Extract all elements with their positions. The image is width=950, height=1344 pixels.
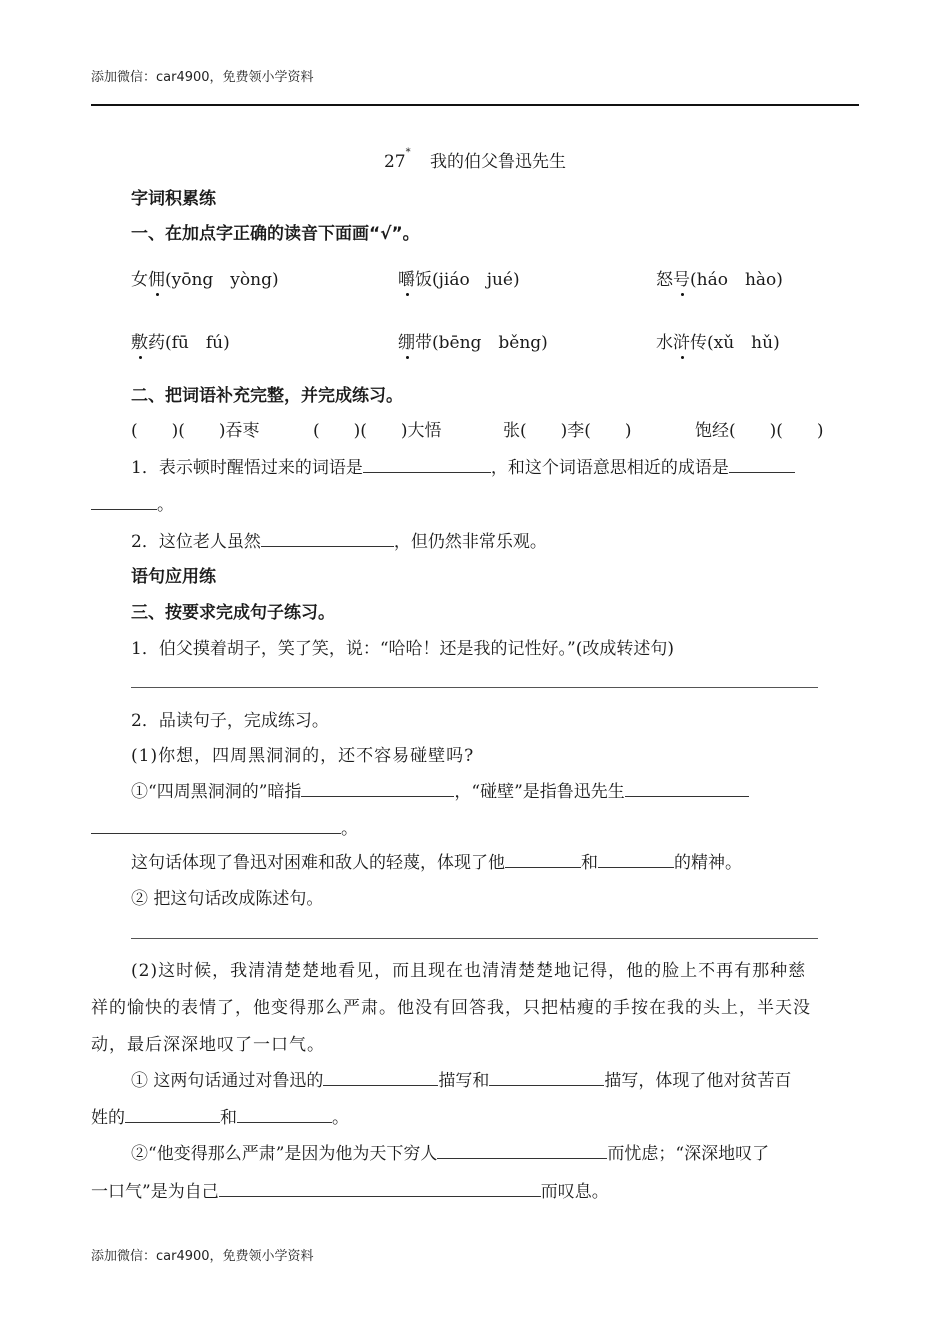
q3-p1-question-b: 这句话体现了鲁迅对困难和敌人的轻蔑，体现了他 和 的精神。 [131, 853, 742, 873]
q3-p1-question-a-cont: 。 [91, 814, 358, 839]
answer-blank[interactable] [437, 1142, 607, 1159]
q2-sentence-1: 1．表示顿时醒悟过来的词语是 ，和这个词语意思相近的成语是 [131, 453, 795, 478]
answer-blank[interactable] [91, 817, 341, 834]
answer-blank[interactable] [301, 780, 454, 797]
q3-item-1: 1．伯父摸着胡子，笑了笑，说：“哈哈！还是我的记性好。”(改成转述句) [131, 639, 674, 659]
answer-blank[interactable] [505, 851, 581, 868]
idiom-blank-4: 饱经( )( ) [695, 421, 824, 441]
pinyin-item-4: 敷药(fū fú) [131, 333, 230, 353]
q3-passage-1: (1)你想，四周黑洞洞的，还不容易碰壁吗? [131, 746, 475, 766]
idiom-blank-2: ( )( )大悟 [313, 421, 442, 441]
question-2-heading: 二、把词语补充完整，并完成练习。 [131, 386, 403, 406]
page-title [0, 147, 950, 172]
q3-p2-question-b: ②“他变得那么严肃”是因为他为天下穷人 而忧虑；“深深地叹了 [131, 1144, 770, 1164]
idiom-blank-1: ( )( )吞枣 [131, 421, 260, 441]
pinyin-item-5: 绷带(bēng běng) [398, 333, 548, 353]
q3-p1-question-a: ①“四周黑洞洞的”暗指 ，“碰壁”是指鲁迅先生 [131, 777, 749, 802]
pinyin-item-3: 怒号(háo hào) [656, 270, 783, 290]
lesson-title: 我的伯父鲁迅先生 [430, 152, 567, 172]
q3-p1-question-c: ② 把这句话改成陈述句。 [131, 889, 324, 909]
answer-blank[interactable] [489, 1069, 604, 1086]
watermark-footer: 添加微信：car4900，免费领小学资料 [91, 1249, 314, 1264]
question-3-heading: 三、按要求完成句子练习。 [131, 603, 335, 623]
pinyin-item-1: 女佣(yōng yòng) [131, 270, 279, 290]
answer-blank[interactable] [125, 1106, 220, 1123]
q2-sentence-1-cont: 。 [91, 490, 174, 515]
idiom-blank-3: 张( )李( ) [503, 421, 632, 441]
answer-blank[interactable] [598, 851, 674, 868]
answer-blank[interactable] [729, 456, 795, 473]
section-heading-sentence: 语句应用练 [131, 567, 216, 587]
pinyin-item-6: 水浒传(xǔ hǔ) [656, 333, 780, 353]
answer-blank[interactable] [237, 1106, 332, 1123]
pinyin-item-2: 嚼饭(jiáo jué) [398, 270, 520, 290]
answer-blank[interactable] [91, 493, 157, 510]
question-1-heading: 一、在加点字正确的读音下面画“√”。 [131, 224, 420, 244]
q3-p2-question-a-cont: 姓的 和 。 [91, 1108, 349, 1128]
answer-line[interactable] [131, 687, 818, 688]
lesson-mark: * [405, 147, 411, 158]
q3-passage-2-line-3: 动，最后深深地叹了一口气。 [91, 1035, 325, 1055]
q3-p2-question-a: ① 这两句话通过对鲁迅的 描写和 描写，体现了他对贫苦百 [131, 1071, 792, 1091]
q3-item-2: 2．品读句子，完成练习。 [131, 711, 329, 731]
header-rule [91, 104, 859, 106]
lesson-number: 27 [383, 152, 406, 172]
q3-p2-question-b-cont: 一口气”是为自己 而叹息。 [91, 1182, 609, 1202]
answer-line[interactable] [131, 938, 818, 939]
q2-sentence-2: 2．这位老人虽然 ，但仍然非常乐观。 [131, 532, 547, 552]
q3-passage-2-line-1: (2)这时候，我清清楚楚地看见，而且现在也清清楚楚地记得，他的脸上不再有那种慈 [131, 961, 807, 981]
section-heading-vocab: 字词积累练 [131, 189, 216, 209]
q3-passage-2-line-2: 祥的愉快的表情了，他变得那么严肃。他没有回答我，只把枯瘦的手按在我的头上，半天没 [91, 998, 811, 1018]
answer-blank[interactable] [363, 456, 491, 473]
answer-blank[interactable] [261, 530, 394, 547]
answer-blank[interactable] [219, 1180, 541, 1197]
answer-blank[interactable] [625, 780, 749, 797]
answer-blank[interactable] [323, 1069, 438, 1086]
watermark-header: 添加微信：car4900，免费领小学资料 [91, 70, 314, 85]
